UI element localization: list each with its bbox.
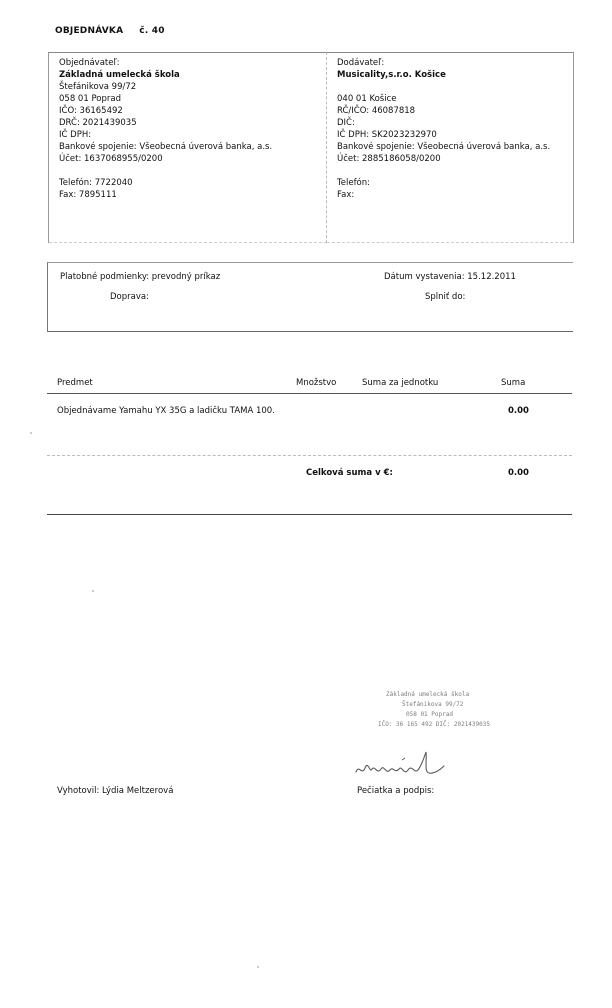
- stamp-line-2: Štefánikova 99/72: [402, 701, 464, 708]
- item-amount: 0.00: [508, 406, 529, 416]
- buyer-phone: Telefón: 7722040: [59, 178, 133, 188]
- supplier-rc-ico: RČ/IČO: 46087818: [337, 106, 416, 116]
- col-header-subject: Predmet: [57, 378, 93, 388]
- stamp-line-1: Základná umelecká škola: [386, 691, 470, 698]
- supplier-fax: Fax:: [337, 190, 355, 200]
- col-header-quantity: Množstvo: [296, 378, 337, 388]
- stamp-line-3: 058 01 Poprad: [406, 711, 453, 718]
- buyer-city: 058 01 Poprad: [59, 94, 121, 104]
- supplier-phone: Telefón:: [337, 178, 371, 188]
- item-subject: Objednávame Yamahu YX 35G a ladičku TAMA 100.: [57, 406, 275, 416]
- stamp-line-4: IČO: 36 165 492 DIČ: 2021439035: [378, 721, 490, 728]
- issue-date: Dátum vystavenia: 15.12.2011: [384, 272, 516, 282]
- buyer-name: Základná umelecká škola: [59, 70, 180, 80]
- buyer-box: [48, 52, 327, 243]
- buyer-heading: Objednávateľ:: [59, 58, 120, 68]
- buyer-fax: Fax: 7895111: [59, 190, 117, 200]
- supplier-account: Účet: 2885186058/0200: [337, 154, 441, 164]
- table-end-rule: [47, 514, 572, 515]
- order-number: č. 40: [139, 26, 165, 36]
- scan-speck: [257, 966, 259, 968]
- scan-speck: [92, 590, 94, 592]
- col-header-unit-price: Suma za jednotku: [362, 378, 439, 388]
- fulfil-by-label: Splniť do:: [425, 292, 466, 302]
- table-separator: [47, 455, 572, 456]
- supplier-heading: Dodávateľ:: [337, 58, 385, 68]
- scan-speck: [30, 432, 32, 434]
- buyer-account: Účet: 1637068955/0200: [59, 154, 163, 164]
- supplier-city: 040 01 Košice: [337, 94, 397, 104]
- order-title: OBJEDNÁVKA: [55, 26, 124, 36]
- supplier-name: Musicality,s.r.o. Košice: [337, 70, 446, 80]
- supplier-ic-dph: IČ DPH: SK2023232970: [337, 130, 437, 140]
- supplier-bank: Bankové spojenie: Všeobecná úverová banka, a.s.: [337, 142, 551, 152]
- total-label: Celková suma v €:: [306, 468, 393, 478]
- buyer-ico: IČO: 36165492: [59, 106, 123, 116]
- prepared-by: Vyhotovil: Lýdia Meltzerová: [57, 786, 174, 796]
- total-value: 0.00: [508, 468, 529, 478]
- buyer-street: Štefánikova 99/72: [59, 82, 137, 92]
- buyer-ic-dph: IČ DPH:: [59, 130, 92, 140]
- supplier-box: [326, 52, 574, 243]
- col-header-amount: Suma: [501, 378, 526, 388]
- handwritten-signature: [350, 748, 450, 782]
- buyer-bank: Bankové spojenie: Všeobecná úverová banka, a.s.: [59, 142, 273, 152]
- buyer-drc: DRČ: 2021439035: [59, 118, 137, 128]
- official-stamp: [378, 690, 518, 738]
- stamp-and-signature-label: Pečiatka a podpis:: [357, 786, 435, 796]
- table-header-rule: [47, 393, 572, 394]
- transport-label: Doprava:: [110, 292, 149, 302]
- document-title: [55, 26, 165, 36]
- supplier-dic: DIČ:: [337, 118, 355, 128]
- payment-terms: Platobné podmienky: prevodný príkaz: [60, 272, 221, 282]
